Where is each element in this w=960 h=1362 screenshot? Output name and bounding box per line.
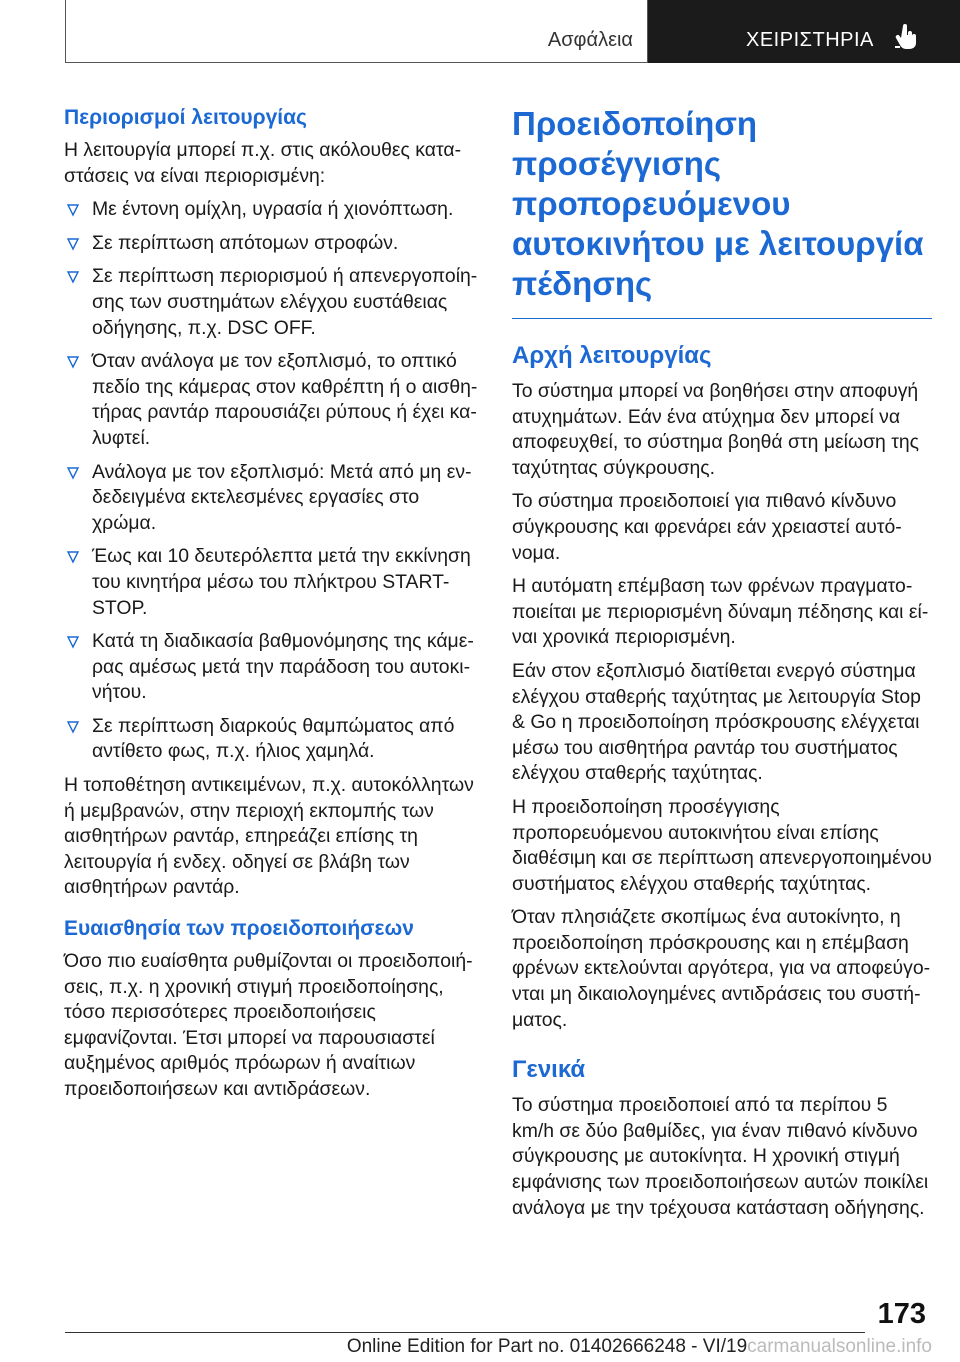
sensitivity-paragraph: Όσο πιο ευαίσθητα ρυθμίζονται οι προειδοποιήσεις, π.χ. η χρονική στιγμή προειδοποίησης, τόσο περισσότερες προειδοποιήσεις εμφανίζονται. Έτσι μπορεί να παρουσιαστεί αυξημένος αριθμός πρόωρων ή αναίτιων προειδοποιήσεων και αντιδράσεων. xyxy=(64,950,473,1100)
page-title: Προειδοποίηση προσέγγισης προπορευόμενου αυτοκινήτου με λειτουργία πέδησης xyxy=(512,104,932,319)
list-item-text: Με έντονη ομίχλη, υγρασία ή χιονόπτωση. xyxy=(92,198,454,221)
triangle-bullet-icon xyxy=(66,270,80,284)
paragraph: Το σύστημα προειδοποιεί από τα περίπου 5 km/h σε δύο βαθμίδες, για έναν πιθανό κίνδυνο σύγκρουσης με αυτοκίνητα. Η χρονική στιγμή εμφάνισης των προειδοποιήσεων αυτών ποικίλει ανάλογα με την τρέχουσα κατάσταση οδήγησης. xyxy=(512,1094,929,1219)
footer-edition: Online Edition for Part no. 01402666248 - VI/19 xyxy=(346,1336,748,1357)
footer-watermark: carmanualsonline.info xyxy=(747,1336,932,1357)
right-column xyxy=(512,104,932,1229)
list-item xyxy=(64,349,484,451)
left-column xyxy=(64,104,484,1111)
triangle-bullet-icon xyxy=(66,355,80,369)
heading-limits: Περιορισμοί λειτουργίας xyxy=(64,106,307,129)
mounting-paragraph: Η τοποθέτηση αντικειμένων, π.χ. αυτοκόλλητων ή μεμβρανών, στην περιοχή εκπομπής των αισθητήρων ραντάρ, επηρεάζει επίσης τη λειτουργία ή ενδεχ. οδηγεί σε βλάβη των αισθητήρων ραντάρ. xyxy=(64,774,474,899)
paragraph: Εάν στον εξοπλισμό διατίθεται ενεργό σύστημα ελέγχου σταθερής ταχύτητας με λειτουργία Stop & Go η προειδοποίηση πρόσκρουσης ελέγχεται μέσω του αισθητήρα ραντάρ του συστήματος ελέγχου σταθερής ταχύτητας. xyxy=(512,659,921,785)
list-item-text: Σε περίπτωση περιορισμού ή απενεργοποίησης των συστημάτων ελέγχου ευστάθειας οδήγησης, π.χ. DSC OFF. xyxy=(92,265,478,339)
list-item-text: Έως και 10 δευτερόλεπτα μετά την εκκίνηση του κινητήρα μέσω του πλήκτρου START-STOP. xyxy=(92,545,471,619)
list-item-text: Σε περίπτωση διαρκούς θαμπώματος από αντίθετο φως, π.χ. ήλιος χαμηλά. xyxy=(92,714,455,763)
list-item xyxy=(64,264,484,341)
paragraph: Η αυτόματη επέμβαση των φρένων πραγματοποιείται με περιορισμένη δύναμη πέδησης και είναι χρονικά περιορισμένη. xyxy=(512,575,929,649)
paragraph: Το σύστημα μπορεί να βοηθήσει στην αποφυγή ατυχημάτων. Εάν ένα ατύχημα δεν μπορεί να αποφευχθεί, το σύστημα βοηθά στη μείωση της ταχύτητας σύγκρουσης. xyxy=(512,380,920,479)
list-item-text: Σε περίπτωση απότομων στροφών. xyxy=(92,231,399,254)
list-item xyxy=(64,231,484,257)
list-item xyxy=(64,629,484,706)
list-item xyxy=(64,544,484,621)
triangle-bullet-icon xyxy=(66,550,80,564)
footer-divider xyxy=(65,1332,865,1333)
limits-list xyxy=(64,197,484,765)
header-section-box xyxy=(65,0,648,63)
list-item-text: Ανάλογα με τον εξοπλισμό: Μετά από μη ενδεδειγμένα εκτελεσμένες εργασίες στο χρώμα. xyxy=(92,460,472,534)
list-item xyxy=(64,714,484,765)
triangle-bullet-icon xyxy=(66,203,80,217)
triangle-bullet-icon xyxy=(66,237,80,251)
list-item-text: Όταν ανάλογα με τον εξοπλισμό, το οπτικό πεδίο της κάμερας στον καθρέπτη ή ο αισθητήρας ραντάρ παρουσιάζει ρύπους ή έχει καλυφτεί. xyxy=(92,350,478,449)
footer xyxy=(0,1336,932,1358)
hand-pointer-icon xyxy=(894,24,920,50)
paragraph: Η προειδοποίηση προσέγγισης προπορευόμενου αυτοκινήτου είναι επίσης διαθέσιμη και σε περίπτωση απενεργοποιημένου συστήματος ελέγχου σταθερής ταχύτητας. xyxy=(512,795,932,895)
triangle-bullet-icon xyxy=(66,720,80,734)
page-number: 173 xyxy=(877,1298,926,1330)
triangle-bullet-icon xyxy=(66,635,80,649)
heading-sensitivity: Ευαισθησία των προειδοποιήσεων xyxy=(64,917,414,941)
header-section-title: Ασφάλεια xyxy=(547,29,633,51)
heading-general: Γενικά xyxy=(512,1056,586,1084)
list-item xyxy=(64,460,484,537)
paragraph: Όταν πλησιάζετε σκοπίμως ένα αυτοκίνητο, η προειδοποίηση πρόσκρουσης και η επέμβαση φρένων εκτελούνται αργότερα, για να αποφεύγονται μη δικαιολογημένες αντιδράσεις του συστήματος. xyxy=(512,906,931,1031)
triangle-bullet-icon xyxy=(66,466,80,480)
list-item xyxy=(64,197,484,223)
header-manual-title: ΧΕΙΡΙΣΤΗΡΙΑ xyxy=(746,29,874,51)
paragraph: Το σύστημα προειδοποιεί για πιθανό κίνδυνο σύγκρουσης και φρενάρει εάν χρειαστεί αυτόνομα. xyxy=(512,490,902,564)
heading-principle: Αρχή λειτουργίας xyxy=(512,342,712,369)
limits-intro: Η λειτουργία μπορεί π.χ. στις ακόλουθες καταστάσεις να είναι περιορισμένη: xyxy=(64,139,462,187)
list-item-text: Κατά τη διαδικασία βαθμονόμησης της κάμερας αμέσως μετά την παράδοση του αυτοκινήτου. xyxy=(92,630,474,704)
header-manual-tab[interactable] xyxy=(648,0,960,63)
